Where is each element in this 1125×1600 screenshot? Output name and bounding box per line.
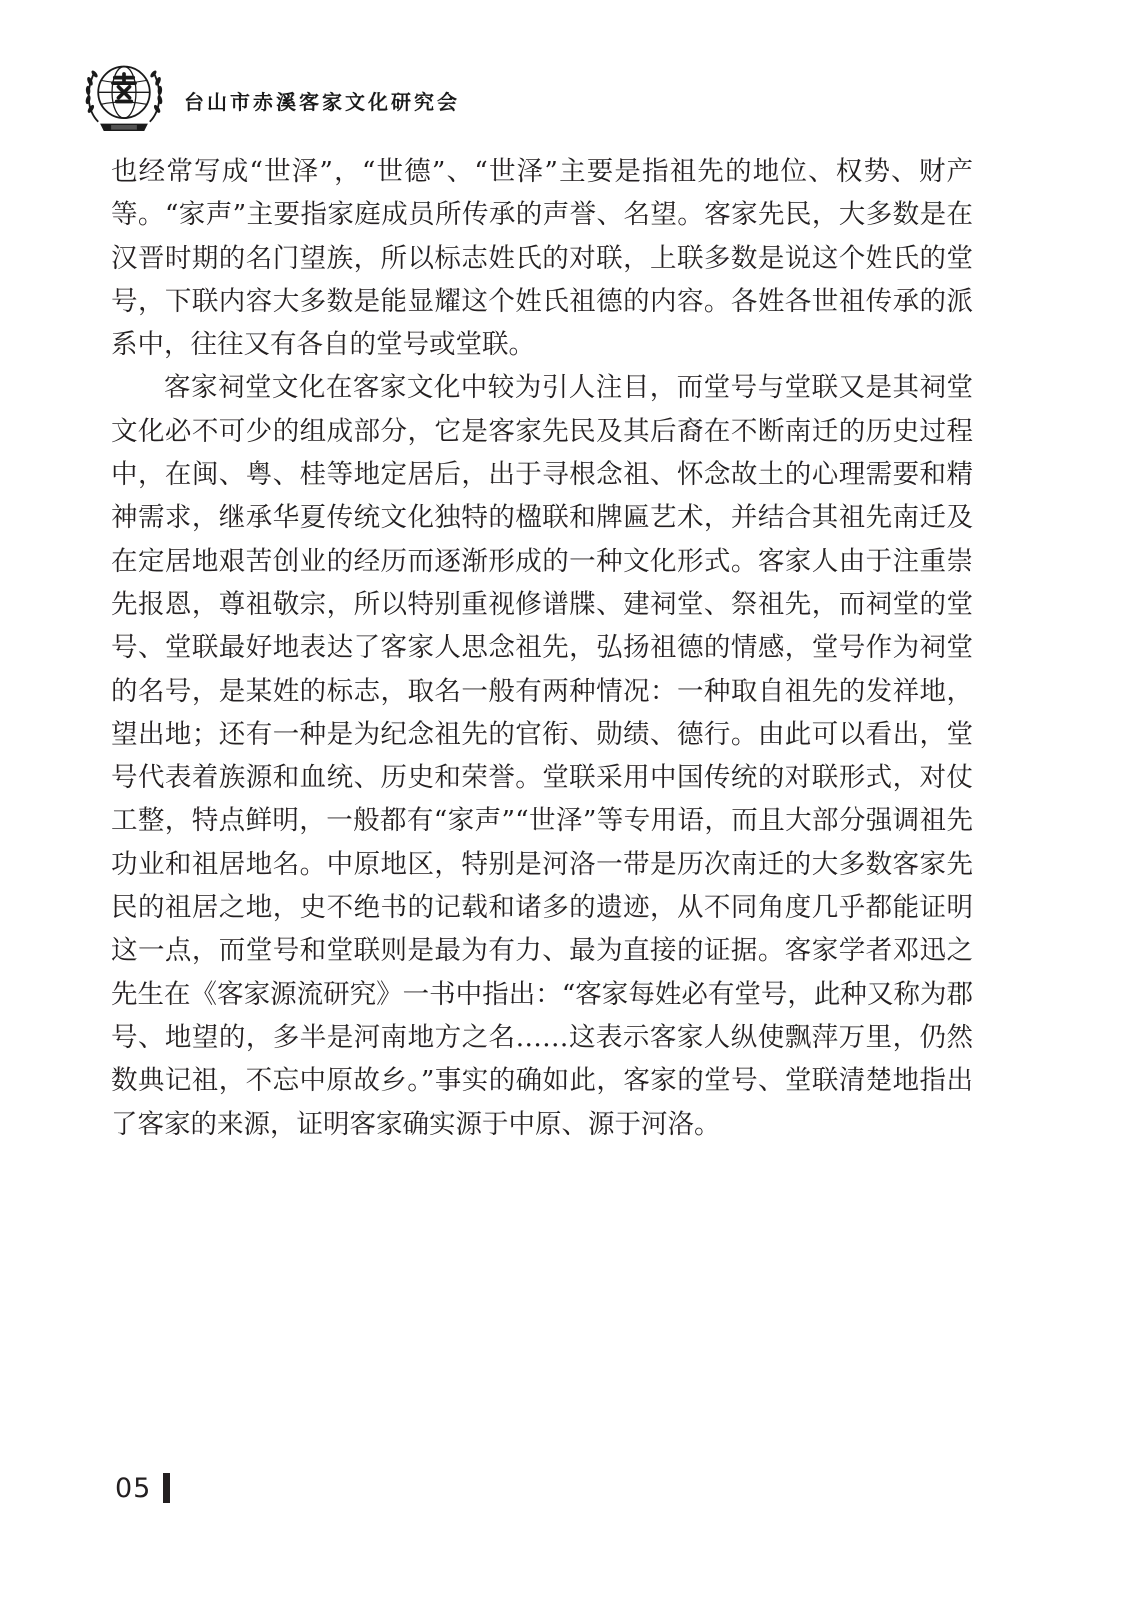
- hakka-emblem-icon: [78, 50, 170, 142]
- page-number-bar: [163, 1473, 170, 1503]
- paragraph: 也经常写成“世泽”，“世德”、“世泽”主要是指祖先的地位、权势、财产等。“家声”主要指家庭成员所传承的声誉、名望。客家先民，大多数是在汉晋时期的名门望族，所以标志姓氏的对联，上联多数是说这个姓氏的堂号，下联内容大多数是能显耀这个姓氏祖德的内容。各姓各世祖传承的派系中，往往又有各自的堂号或堂联。: [111, 156, 973, 361]
- association-logo: [78, 50, 170, 142]
- page-header: [78, 50, 578, 142]
- organization-name: 台山市赤溪客家文化研究会: [184, 89, 460, 114]
- page-number: 05: [115, 1472, 152, 1504]
- page-footer: [115, 1468, 170, 1508]
- article-body: [111, 150, 973, 1146]
- paragraph: 客家祠堂文化在客家文化中较为引人注目，而堂号与堂联又是其祠堂文化必不可少的组成部分，它是客家先民及其后裔在不断南迁的历史过程中，在闽、粤、桂等地定居后，出于寻根念祖、怀念故土的心理需要和精神需求，继承华夏传统文化独特的楹联和牌匾艺术，并结合其祖先南迁及在定居地艰苦创业的经历而逐渐形成的一种文化形式。客家人由于注重崇先报恩，尊祖敬宗，所以特别重视修谱牒、建祠堂、祭祖先，而祠堂的堂号、堂联最好地表达了客家人思念祖先，弘扬祖德的情感，堂号作为祠堂的名号，是某姓的标志，取名一般有两种情况：一种取自祖先的发祥地，望出地；还有一种是为纪念祖先的官衔、勋绩、德行。由此可以看出，堂号代表着族源和血统、历史和荣誉。堂联采用中国传统的对联形式，对仗工整，特点鲜明，一般都有“家声”“世泽”等专用语，而且大部分强调祖先功业和祖居地名。中原地区，特别是河洛一带是历次南迁的大多数客家先民的祖居之地，史不绝书的记载和诸多的遗迹，从不同角度几乎都能证明这一点，而堂号和堂联则是最为有力、最为直接的证据。客家学者邓迅之先生在《客家源流研究》一书中指出：“客家每姓必有堂号，此种又称为郡号、地望的，多半是河南地方之名……这表示客家人纵使飘萍万里，仍然数典记祖，不忘中原故乡。”事实的确如此，客家的堂号、堂联清楚地指出了客家的来源，证明客家确实源于中原、源于河洛。: [111, 372, 973, 1140]
